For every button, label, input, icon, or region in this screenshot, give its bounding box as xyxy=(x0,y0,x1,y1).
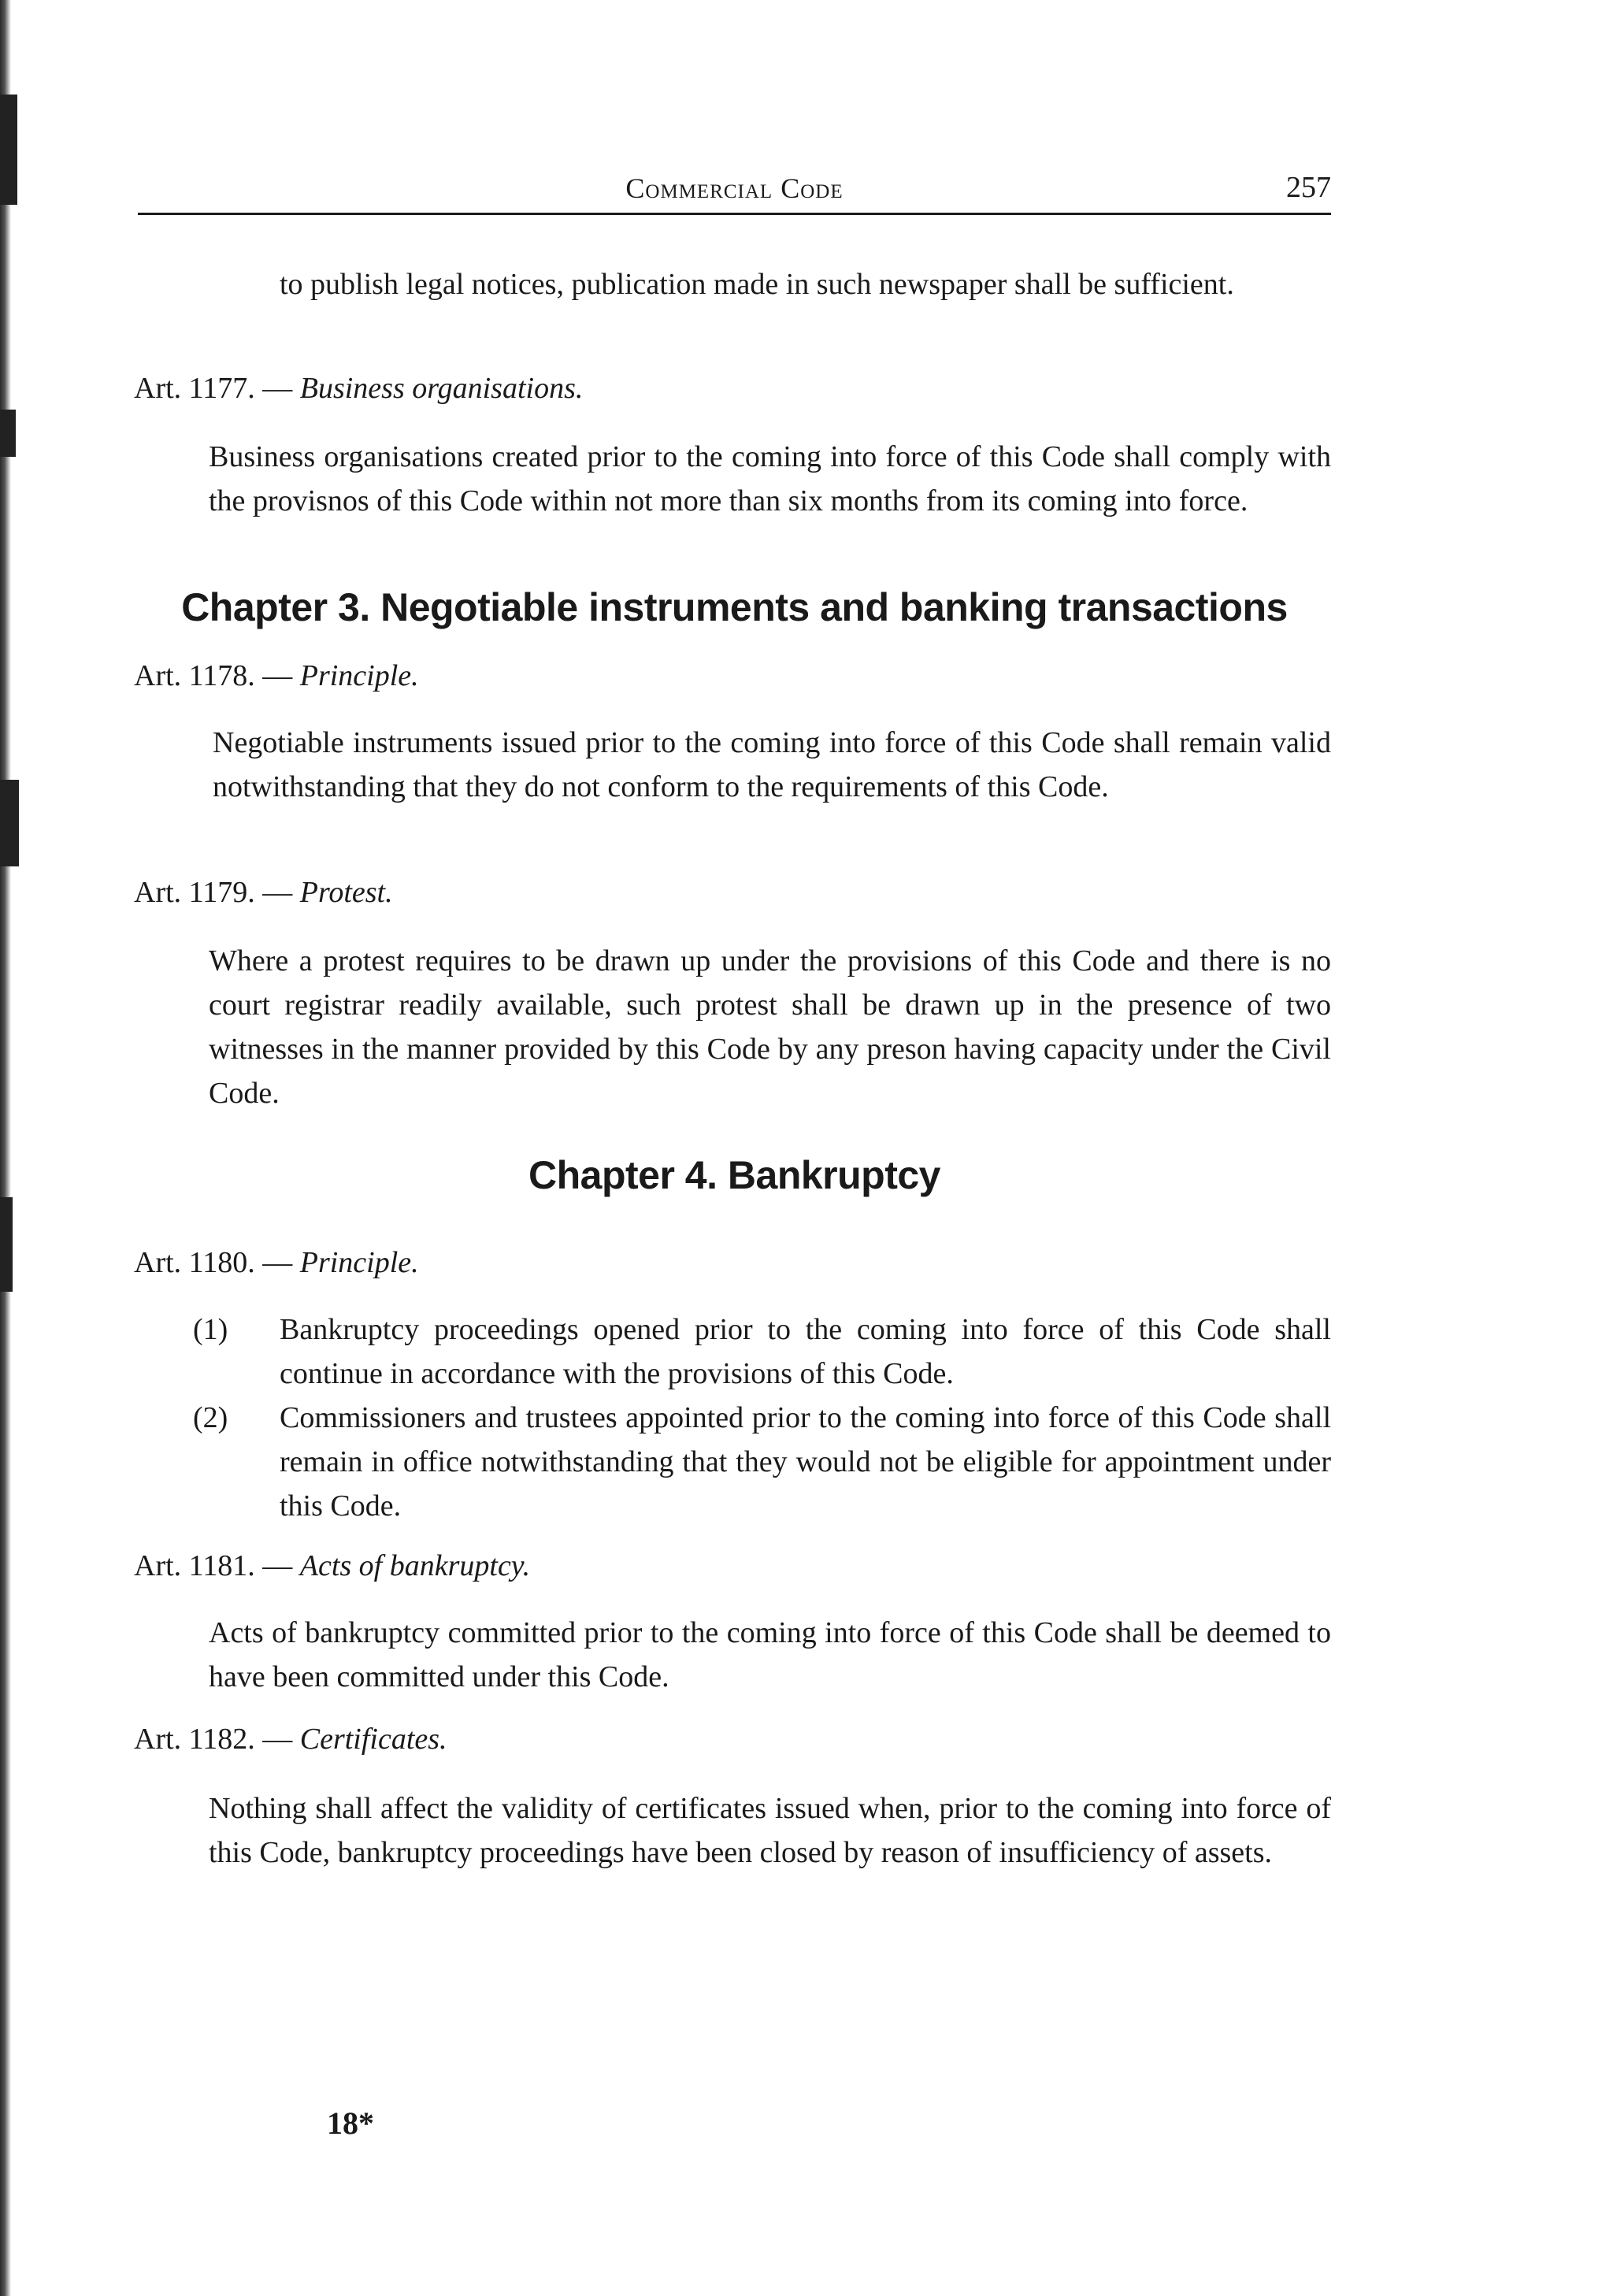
list-item-number: (1) xyxy=(193,1313,228,1346)
running-title: Commercial Code xyxy=(625,172,844,204)
article-title: Business organisations. xyxy=(299,372,584,405)
article-number: Art. 1181. xyxy=(134,1549,255,1582)
list-item xyxy=(193,1307,1331,1396)
article-title: Acts of bankruptcy. xyxy=(299,1549,531,1582)
chapter-4-heading: Chapter 4. Bankruptcy xyxy=(528,1153,940,1197)
article-number: Art. 1178. xyxy=(134,659,255,692)
article-1177-heading xyxy=(134,366,583,410)
scan-edge-mark xyxy=(0,780,19,866)
running-header xyxy=(138,165,1331,215)
list-item-number: (2) xyxy=(193,1401,228,1434)
article-1179-heading xyxy=(134,870,393,914)
article-dash: — xyxy=(262,1549,293,1582)
article-title: Principle. xyxy=(299,659,419,692)
article-1179-text: Where a protest requires to be drawn up under the provisions of this Code and there is no court registrar readily available, such protest shall be drawn up in the presence of two witnesses in the manner provided by this Code by any preson having capacity under the Civil Code. xyxy=(209,944,1331,1110)
list-item-text: Bankruptcy proceedings opened prior to the coming into force of this Code shall continue in accordance with the provisions of this Code. xyxy=(280,1313,1331,1390)
article-1181-heading xyxy=(134,1544,530,1588)
scan-edge-mark xyxy=(0,410,16,457)
article-title: Protest. xyxy=(299,876,393,909)
article-1177-text: Business organisations created prior to the coming into force of this Code shall comply with the provisnos of this Code within not more than six months from its coming into force. xyxy=(209,440,1331,517)
list-item-text: Commissioners and trustees appointed prior to the coming into force of this Code shall remain in office notwithstanding that they would not be eligible for appointment under this Code. xyxy=(280,1401,1331,1523)
article-1178-text: Negotiable instruments issued prior to the coming into force of this Code shall remain valid notwithstanding that they do not conform to the requirements of this Code. xyxy=(213,726,1331,803)
article-1178-heading xyxy=(134,654,419,698)
article-dash: — xyxy=(262,659,293,692)
article-title: Certificates. xyxy=(299,1723,447,1756)
signature-mark: 18* xyxy=(327,2105,374,2141)
article-1181-text: Acts of bankruptcy committed prior to the coming into force of this Code shall be deemed to have been committed under this Code. xyxy=(209,1616,1331,1693)
article-number: Art. 1180. xyxy=(134,1246,255,1279)
article-dash: — xyxy=(262,876,293,909)
article-number: Art. 1179. xyxy=(134,876,255,909)
scan-left-edge xyxy=(0,0,11,2296)
scan-edge-mark xyxy=(0,95,17,205)
article-1182-heading xyxy=(134,1717,447,1761)
article-dash: — xyxy=(262,1246,293,1279)
scan-edge-mark xyxy=(0,1197,13,1292)
article-1180-heading xyxy=(134,1241,419,1285)
article-number: Art. 1182. xyxy=(134,1723,255,1756)
list-item xyxy=(193,1396,1331,1528)
article-title: Principle. xyxy=(299,1246,419,1279)
article-dash: — xyxy=(262,372,293,405)
chapter-3-heading: Chapter 3. Negotiable instruments and banking transactions xyxy=(181,585,1288,629)
article-1182-text: Nothing shall affect the validity of certificates issued when, prior to the coming into force of this Code, bankruptcy proceedings have been closed by reason of insufficiency of assets. xyxy=(209,1792,1331,1869)
intro-paragraph: to publish legal notices, publication made in such newspaper shall be sufficient. xyxy=(280,268,1234,301)
article-dash: — xyxy=(262,1723,293,1756)
page-number: 257 xyxy=(1286,171,1331,204)
article-number: Art. 1177. xyxy=(134,372,255,405)
